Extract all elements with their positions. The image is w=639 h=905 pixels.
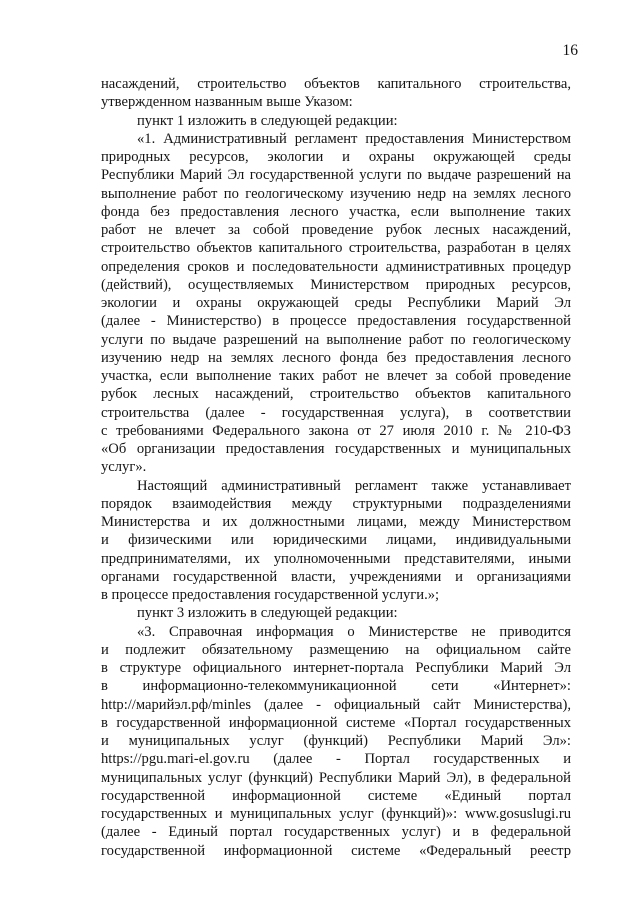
text-line: предпринимателями, их уполномоченными представителями, иными [101,550,571,567]
text-line: изучению недр на землях лесного фонда без предоставления лесного [101,349,571,366]
text-line: рубок лесных насаждений, строительство объектов капитального [101,386,571,403]
text-line: услуги по выдаче разрешений на выполнение работ по геологическому [101,331,571,348]
text-line: Настоящий административный регламент также устанавливает [137,477,571,494]
text-line: https://pgu.mari-el.gov.ru (далее - Портал государственных и [101,751,571,768]
text-line: «1. Административный регламент предоставления Министерством [137,130,571,147]
text-line: выполнение работ по геологическому изучению недр на землях лесного [101,185,571,202]
text-line: строительство объектов капитального строительства, разработан в целях [101,240,571,257]
text-line: определения сроков и последовательности административных процедур [101,258,571,275]
text-line: Министерства и их должностными лицами, между Министерством [101,514,571,530]
text-line: участка, если выполнение таких работ не влечет за собой проведение [101,368,571,384]
text-line: и подлежит обязательному размещению на официальном сайте [101,641,571,658]
text-line: «Об организации предоставления государственных и муниципальных [101,441,571,457]
text-line: в информационно-телекоммуникационной сети «Интернет»: [101,678,571,695]
text-line: государственных и муниципальных услуг (функций)»: www.gosuslugi.ru [101,806,571,822]
text-line: насаждений, строительство объектов капитального строительства, [101,76,571,92]
text-line: порядок взаимодействия между структурными подразделениями [101,495,571,512]
text-line: (действий), осуществляемых Министерством природных ресурсов, [101,276,571,293]
text-line: «3. Справочная информация о Министерстве не приводится [137,623,571,640]
text-line: фонда без предоставления лесного участка, если выполнение таких [101,203,571,220]
text-line: утвержденном названным выше Указом: [101,94,353,111]
text-line: государственной информационной системе «Федеральный реестр [101,842,571,859]
text-line: работ не влечет за собой проведение рубок лесных насаждений, [101,222,571,238]
text-line: и муниципальных услуг (функций) Республики Марий Эл»: [101,733,571,749]
text-line: в структуре официального интернет-портала Республики Марий Эл [101,660,571,676]
text-line: (далее - Единый портал государственных услуг) и в федеральной [101,824,571,841]
page-number: 16 [562,42,578,59]
text-line: http://марийэл.рф/minles (далее - официальный сайт Министерства), [101,696,571,713]
text-line: в процессе предоставления государственной услуги.»; [101,587,440,603]
text-line: муниципальных услуг (функций) Республики Марий Эл), в федеральной [101,769,571,786]
text-line: в государственной информационной системе «Портал государственных [101,714,571,731]
text-line: экологии и охраны окружающей среды Республики Марий Эл [101,295,571,311]
text-line: государственной информационной системе «Единый портал [101,787,571,804]
text-line: органами государственной власти, учреждениями и организациями [101,568,571,585]
text-line: (далее - Министерство) в процессе предоставления государственной [101,313,571,330]
document-body [101,75,571,860]
text-line: Республики Марий Эл государственной услуги по выдаче разрешений на [101,167,571,184]
text-line: пункт 3 изложить в следующей редакции: [137,605,398,622]
text-line: с требованиями Федерального закона от 27 июля 2010 г. № 210-ФЗ [101,422,571,439]
text-line: пункт 1 изложить в следующей редакции: [137,112,398,129]
text-line: услуг». [101,459,147,476]
text-line: природных ресурсов, экологии и охраны окружающей среды [101,149,571,165]
text-line: строительства (далее - государственная услуга), в соответствии [101,404,571,421]
text-line: и физическими или юридическими лицами, индивидуальными [101,532,571,549]
